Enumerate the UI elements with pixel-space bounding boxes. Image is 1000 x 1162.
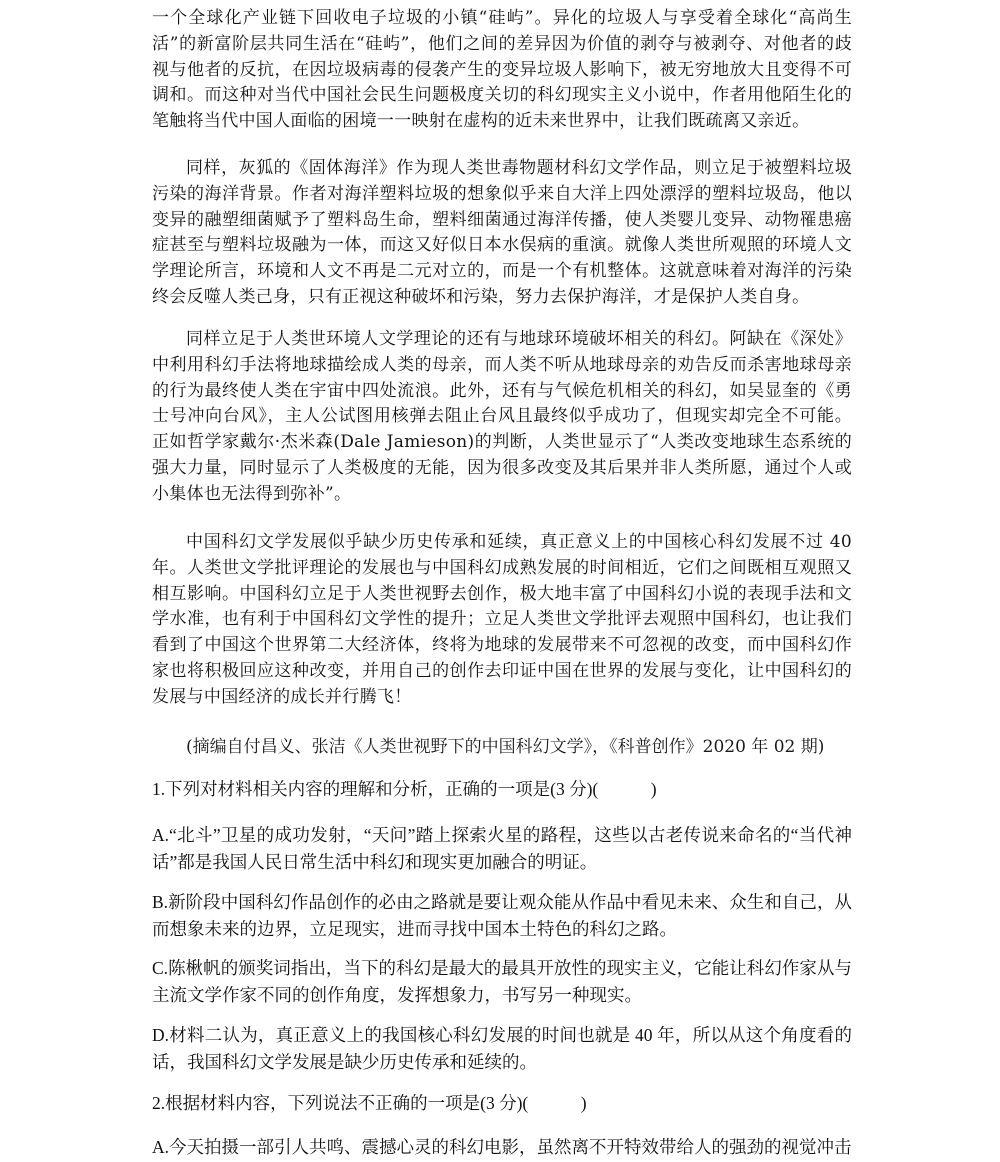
question-stem: 2.根据材料内容，下列说法不正确的一项是(3 分)( ) xyxy=(152,1093,587,1113)
question-option-c: C.陈楸帆的颁奖词指出，当下的科幻是最大的最具开放性的现实主义，它能让科幻作家从与主流文学作家不同的创作角度，发挥想象力，书写另一种现实。 xyxy=(152,958,852,1005)
passage-paragraph: 一个全球化产业链下回收电子垃圾的小镇“硅屿”。异化的垃圾人与享受着全球化“高尚生活”的新富阶层共同生活在“硅屿”，他们之间的差异因为价值的剥夺与被剥夺、对他者的歧视与他者的反抗，在因垃圾病毒的侵袭产生的变异垃圾人影响下，被无穷地放大且变得不可调和。而这种对当代中国社会民生问题极度关切的科幻现实主义小说中，作者用他陌生化的笔触将当代中国人面临的困境一一映射在虚构的近未来世界中，让我们既疏离又亲近。 xyxy=(152,8,852,132)
question-stem: 1.下列对材料相关内容的理解和分析，正确的一项是(3 分)( ) xyxy=(152,779,657,799)
passage-paragraph: 中国科幻文学发展似乎缺少历史传承和延续，真正意义上的中国核心科幻发展不过 40 年。人类世文学批评理论的发展也与中国科幻成熟发展的时间相近，它们之间既相互观照又相互影响。中国科幻立足于人类世视野去创作，极大地丰富了中国科幻小说的表现手法和文学水准，也有利于中国科幻文学性的提升；立足人类世文学批评去观照中国科幻，也让我们看到了中国这个世界第二大经济体，终将为地球的发展带来不可忽视的改变，而中国科幻作家也将积极回应这种改变，并用自己的创作去印证中国在世界的发展与变化，让中国科幻的发展与中国经济的成长并行腾飞！ xyxy=(152,532,852,707)
question-option-a: A.今天拍摄一部引人共鸣、震撼心灵的科幻电影，虽然离不开特效带给人的强劲的视觉冲击 xyxy=(152,1137,852,1157)
passage-paragraph: 同样立足于人类世环境人文学理论的还有与地球环境破坏相关的科幻。阿缺在《深处》中利用科幻手法将地球描绘成人类的母亲，而人类不听从地球母亲的劝告反而杀害地球母亲的行为最终使人类在宇宙中四处流浪。此外，还有与气候危机相关的科幻，如吴显奎的《勇士号冲向台风》，主人公试图用核弹去阻止台风且最终似乎成功了，但现实却完全不可能。正如哲学家戴尔·杰米森(Dale Jamieson)的判断，人类世显示了“人类改变地球生态系统的强大力量，同时显示了人类极度的无能，因为很多改变及其后果并非人类所愿，通过个人或小集体也无法得到弥补”。 xyxy=(152,329,852,504)
source-citation: (摘编自付昌义、张洁《人类世视野下的中国科幻文学》，《科普创作》2020 年 02 期) xyxy=(186,737,825,757)
question-option-b: B.新阶段中国科幻作品创作的必由之路就是要让观众能从作品中看见未来、众生和自己，从而想象未来的边界，立足现实，进而寻找中国本土特色的科幻之路。 xyxy=(152,892,852,939)
question-option-d: D.材料二认为，真正意义上的我国核心科幻发展的时间也就是 40 年，所以从这个角度看的话，我国科幻文学发展是缺少历史传承和延续的。 xyxy=(152,1025,852,1072)
question-option-a: A.“北斗”卫星的成功发射，“天问”踏上探索火星的路程，这些以古老传说来命名的“当代神话”都是我国人民日常生活中科幻和现实更加融合的明证。 xyxy=(152,825,852,872)
passage-paragraph: 同样，灰狐的《固体海洋》作为现人类世毒物题材科幻文学作品，则立足于被塑料垃圾污染的海洋背景。作者对海洋塑料垃圾的想象似乎来自大洋上四处漂浮的塑料垃圾岛，他以变异的融塑细菌赋予了塑料岛生命，塑料细菌通过海洋传播，使人类婴儿变异、动物罹患癌症甚至与塑料垃圾融为一体，而这又好似日本水俣病的重演。就像人类世所观照的环境人文学理论所言，环境和人文不再是二元对立的，而是一个有机整体。这就意味着对海洋的污染终会反噬人类己身，只有正视这种破坏和污染，努力去保护海洋，才是保护人类自身。 xyxy=(152,158,852,307)
